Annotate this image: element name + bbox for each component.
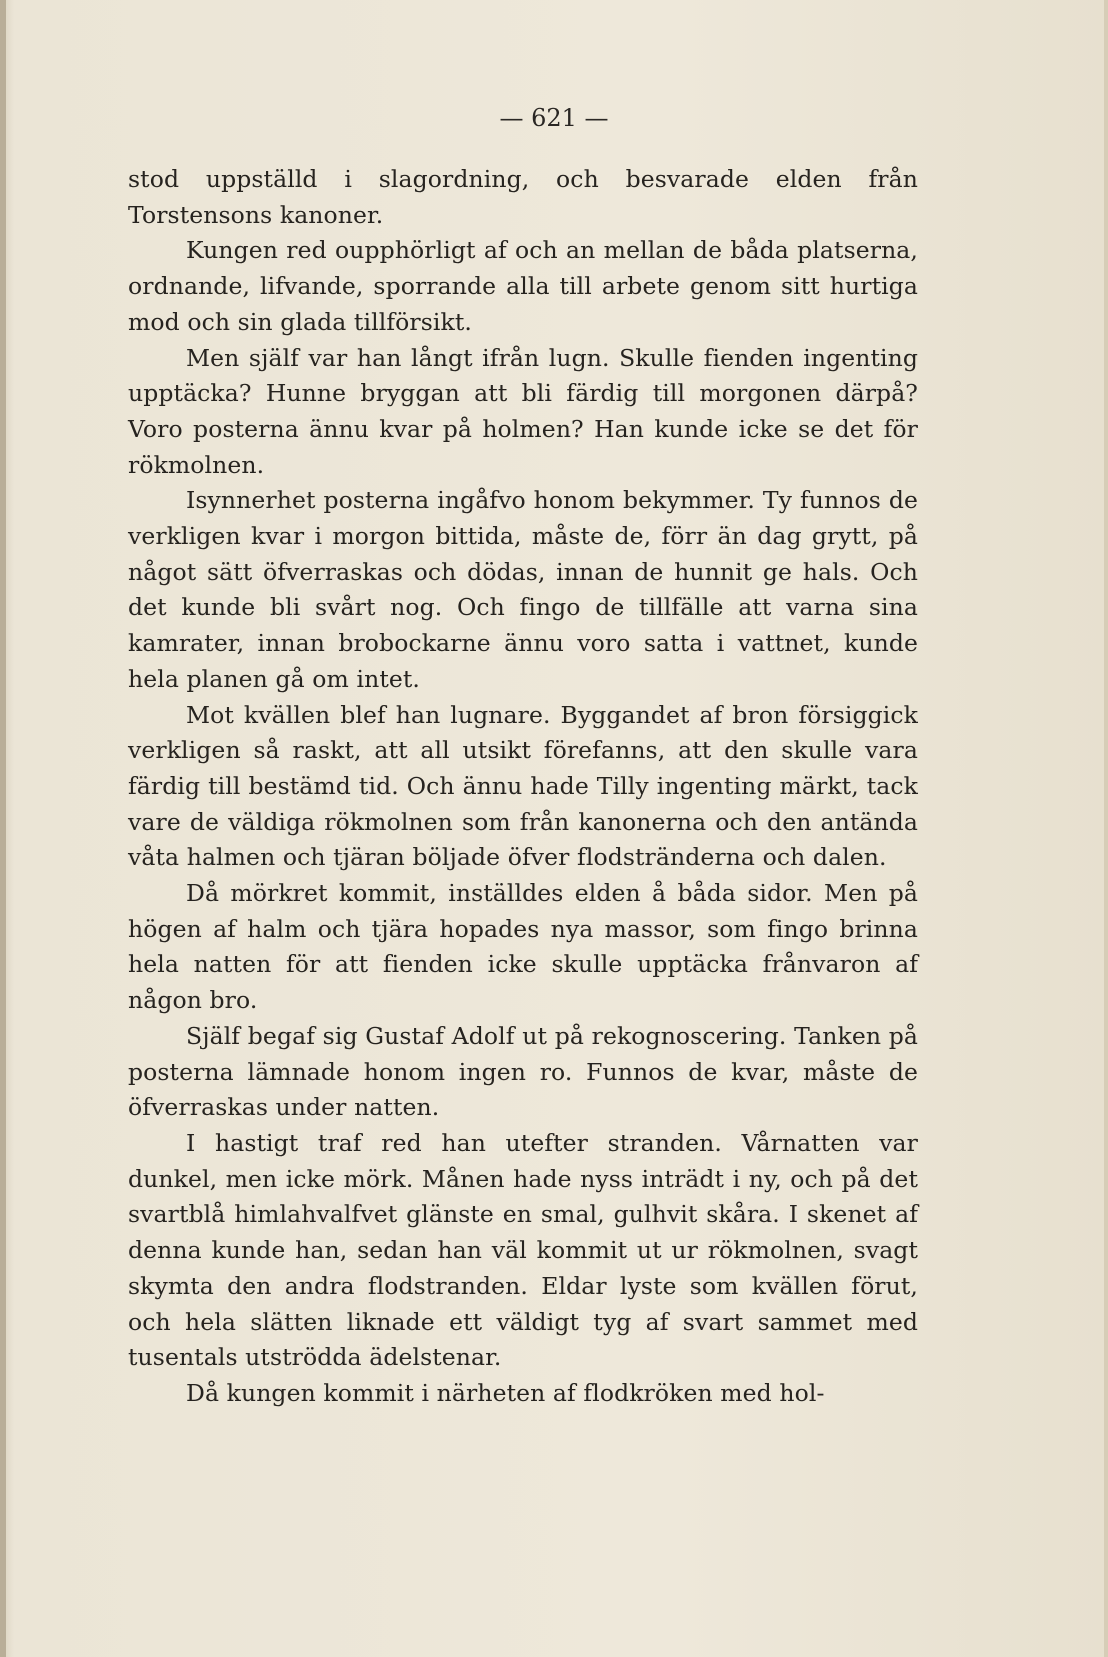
paragraph: I hastigt traf red han utefter stranden. Vårnatten var dunkel, men icke mörk. Månen hade nyss inträdt i ny, och på det svartblå himlahvalfvet glänste en smal, gulhvit skåra. I skenet af denna kunde han, sedan han väl kommit ut ur rökmolnen, svagt skymta den andra flodstranden. Eldar lyste som kvällen förut, och hela slätten liknade ett väldigt tyg af svart sammet med tusentals utströdda ädelstenar. — [128, 1128, 918, 1372]
paragraph: Isynnerhet posterna ingåfvo honom bekymmer. Ty funnos de verkligen kvar i morgon bittida, måste de, förr än dag grytt, på något sätt öfverraskas och dödas, innan de hunnit ge hals. Och det kunde bli svårt nog. Och fingo de tillfälle att varna sina kamrater, innan brobockarne ännu voro satta i vattnet, kunde hela planen gå om intet. — [128, 486, 918, 693]
paragraph: Då kungen kommit i närheten af flodkröken med hol- — [186, 1378, 825, 1407]
paragraph: Men själf var han långt ifrån lugn. Skulle fienden ingenting upptäcka? Hunne bryggan att bli färdig till morgonen därpå? Voro posterna ännu kvar på holmen? Han kunde icke se det för rökmolnen. — [128, 343, 918, 479]
paragraph: Själf begaf sig Gustaf Adolf ut på rekognoscering. Tanken på posterna lämnade honom ingen ro. Funnos de kvar, måste de öfverraskas under natten. — [128, 1021, 918, 1122]
paragraph: stod uppställd i slagordning, och besvarade elden från Torstensons kanoner. — [128, 165, 918, 229]
page-number: — 621 — — [499, 104, 609, 132]
page-binding-edge — [0, 0, 6, 1657]
paragraph: Mot kvällen blef han lugnare. Byggandet af bron försiggick verkligen så raskt, att all utsikt förefanns, att den skulle vara färdig till bestämd tid. Och ännu hade Tilly ingenting märkt, tack vare de väldiga rökmolnen som från kanonerna och den antända våta halmen och tjäran böljade öfver flodstränderna och dalen. — [128, 700, 918, 872]
paragraph: Kungen red oupphörligt af och an mellan de båda platserna, ordnande, lifvande, sporrande alla till arbete genom sitt hurtiga mod och sin glada tillförsikt. — [128, 236, 918, 336]
page-right-edge — [1104, 0, 1108, 1657]
body-text — [128, 162, 918, 1412]
paragraph: Då mörkret kommit, inställdes elden å båda sidor. Men på högen af halm och tjära hopades nya massor, som fingo brinna hela natten för att fienden icke skulle upptäcka frånvaron af någon bro. — [128, 879, 918, 1015]
